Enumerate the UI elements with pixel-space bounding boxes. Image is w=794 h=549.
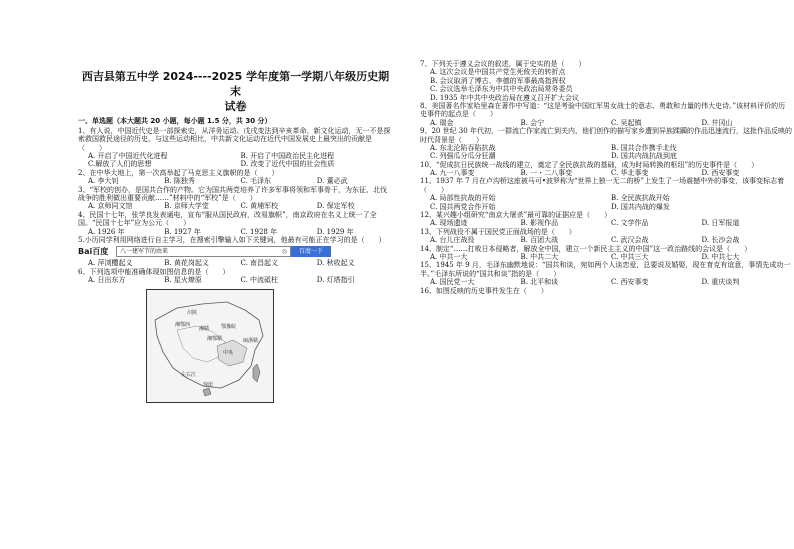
answer-option: A. 开启了中国近代化进程 (88, 152, 168, 161)
exam-title-line1: 西吉县第五中学 2024----2025 学年度第一学期八年级历史期末 (81, 70, 390, 98)
question-stem: 15、1945 年 9 月，毛泽东幽默地说：“国共和谈，宛如两个人谈恋爱，总要说及婚娶，现在育克有谊意，事情先成功一半。”毛泽东所说的“国共和谈”指的是（ ） (420, 261, 791, 278)
question-stem: 16、如图反映的历史事件发生在（ ） (420, 286, 548, 295)
map-label: 鄂豫皖 (221, 323, 237, 330)
question-item (420, 211, 792, 228)
answer-option: C. 中流砥柱 (240, 276, 279, 285)
answer-options (78, 276, 393, 284)
question-item (420, 228, 792, 245)
question-item (420, 245, 792, 262)
answer-option: C. 南昌起义 (240, 259, 279, 268)
answer-option: B. 全民族抗战开始 (611, 194, 670, 203)
answer-option: A. 局部性抗战的开始 (430, 194, 496, 203)
question-item (420, 102, 792, 127)
answer-options (420, 194, 792, 211)
question-item (78, 236, 393, 268)
question-item (420, 60, 792, 102)
answer-option: B. 黄花岗起义 (164, 259, 209, 268)
answer-option: D. 1929 年 (316, 227, 354, 236)
answer-option: D. 重庆谈判 (701, 278, 740, 287)
answer-option: A. 现场遗迹 (430, 219, 468, 228)
question-item (78, 268, 393, 285)
question-item (420, 161, 792, 178)
answer-option: D. 国共内战的爆发 (611, 202, 670, 211)
exam-title-line2: 试卷 (224, 99, 247, 113)
answer-option: B. 星火燎原 (164, 276, 202, 285)
question-stem: 3、“军校的创办，是国共合作的产物。它为国共两党培养了许多军事将领和军事骨干，为东征、北伐战争的胜利做出重要贡献……”材料中的“军校”是（ ） (78, 185, 388, 203)
answer-option: D. 日军报道 (701, 219, 740, 228)
map-label: 川陕 (187, 309, 198, 316)
answer-options (78, 259, 393, 267)
answer-option: B. 国共合作携手北伐 (611, 143, 677, 152)
question-stem: 13、下列战役不属于国民党正面战场的是（ ） (420, 227, 576, 236)
answer-option: D. 中共七大 (701, 252, 740, 261)
map-label: 湘赣 (199, 325, 210, 332)
answer-option: A. 台儿庄战役 (430, 236, 475, 245)
right-column (420, 60, 792, 295)
answer-option: A. 九一八事变 (430, 169, 475, 178)
baidu-logo: Bai百度 (78, 247, 109, 257)
answer-option: A. 国民党一大 (430, 278, 475, 287)
answer-option: A. 萍浏醴起义 (88, 259, 133, 268)
answer-option: D. 灯塔指引 (316, 276, 355, 285)
exam-title (78, 70, 393, 115)
map-label: 湘鄂赣 (207, 335, 223, 342)
answer-option: B. 北平和谈 (520, 278, 559, 287)
question-item (78, 211, 393, 236)
answer-option: A. 瑞金 (430, 118, 454, 127)
answer-option: A. 李大钊 (88, 177, 119, 186)
answer-option: C. 华北事变 (611, 169, 649, 178)
answer-options (420, 278, 792, 286)
answer-option: B. 百团大战 (520, 236, 559, 245)
answer-option: A. 1926 年 (88, 227, 125, 236)
question-stem: 9、20 世纪 30 年代初，一群流亡作家流亡到关内，他们创作的描写家乡遭到异族蹂躏的作品迅速流行，这批作品反映的时代背景是（ ） (420, 127, 792, 144)
answer-option: A. 日出东方 (88, 276, 126, 285)
map-label: 琼崖 (203, 381, 214, 388)
answer-option: D. 国共内战抗战到底 (611, 152, 677, 161)
answer-option: C. 1928 年 (240, 227, 278, 236)
question-stem: 6、下列选项中能准确体现如图信息的是（ ） (78, 267, 230, 276)
question-stem: 14、制定“……打败日本侵略者，解放全中国，建立一个新民主主义的中国”这一政治路线的会议是（ ） (420, 244, 752, 253)
question-item (420, 127, 792, 161)
left-column (78, 60, 393, 403)
answer-option: C. 会议选举毛泽东为中共中央政治局常务委员 (430, 85, 573, 94)
question-item (78, 186, 393, 211)
answer-option: B. 1927 年 (164, 227, 201, 236)
question-item (420, 261, 792, 286)
answer-option: B. 会议取消了博古、李德的军事最高指挥权 (430, 76, 566, 85)
map-label: 中央 (223, 349, 234, 356)
answer-option: C. 吴起镇 (611, 118, 642, 127)
answer-option: A. 中共一大 (430, 252, 468, 261)
map-label: 左右江 (181, 371, 197, 378)
answer-option: D. 改变了近代中国的社会性质 (240, 160, 335, 169)
baidu-search-figure (78, 246, 393, 257)
question-item (420, 177, 792, 211)
section-heading: 一、单选题（本大题共 20 小题，每小题 1.5 分，共 30 分） (78, 116, 272, 125)
answer-option: B. 开启了中国政治民主化进程 (240, 152, 335, 161)
question-item (420, 287, 792, 295)
answer-option: D. 1935 年中共中央政治局在遵义召开扩大会议 (430, 93, 579, 102)
answer-options (420, 119, 792, 127)
answer-option: D. 长沙会战 (701, 236, 740, 245)
answer-option: B. 陈独秀 (164, 177, 195, 186)
answer-option: B. 影视作品 (520, 219, 559, 228)
question-stem: 4、民国十七年，张学良发表通电，宣布“服从国民政府，改易旗帜”，南京政府在名义上统一了全国。“民国十七年”应为公元（ ） (78, 210, 377, 228)
answer-option: C. 黄埔军校 (240, 202, 279, 211)
camera-icon: ◎ (281, 248, 287, 256)
answer-option: B. 一・二八事变 (520, 169, 573, 178)
answer-options (78, 177, 393, 185)
answer-option: C. 武汉会战 (611, 236, 649, 245)
search-query-box (116, 246, 291, 257)
question-stem: 11、1937 年 7 月在卢沟桥这座被马可•波罗称为“世界上独一无二的桥”上发生了一场震撼中外的事变，该事变标志着（ ） (420, 177, 785, 194)
question-item (78, 127, 393, 169)
question-stem: 5.小历同学利用网络进行自主学习，在搜索引擎输入如下关键词，他最有可能正在学习的是（ ） (78, 236, 386, 244)
answer-options (420, 68, 792, 102)
question-stem: 7、下列关于遵义会议的叙述，属于史实的是（ ） (420, 60, 586, 68)
right-questions (420, 60, 792, 295)
answer-option: D. 西安事变 (701, 169, 740, 178)
answer-option: C. 列强瓜分瓜分狂潮 (430, 152, 496, 161)
question-stem: 2、在中华大地上，第一次高举起了马克思主义旗帜的是（ ） (78, 168, 279, 177)
answer-option: D. 保定军校 (316, 202, 355, 211)
answer-options (420, 236, 792, 244)
question-stem: 8、美国著名作家哈里森在著作中写道：“这是考验中国红军男女战士的意志、勇敢和力量的伟大史诗。”该材料评价的历史事件的起点是（ ） (420, 101, 786, 119)
answer-option: D. 秋收起义 (316, 259, 355, 268)
search-query-text: 八一建军节的由来 (120, 248, 169, 256)
question-stem: 1、有人说，中国近代史是一部探索史，从洋务运动、戊戌变法到辛亥革命、新文化运动，无一不是探索救国救民途径的历史。与这些运动相比，中共新文化运动在近代中国发展史上最突出的贡献是（ ） (78, 126, 391, 152)
answer-option: B. 中共二大 (520, 252, 559, 261)
question-stem: 10、“促成抗日民族统一战线的建立，奠定了全民族抗战的基础，成为时局转换的枢纽”的历史事件是（ ） (420, 160, 759, 169)
answer-options (78, 202, 393, 210)
answer-option: A. 东北沦陷吞陷抗战 (430, 143, 496, 152)
answer-option: D. 井冈山 (701, 118, 733, 127)
answer-options (420, 144, 792, 161)
search-button: 百度一下 (291, 246, 331, 257)
answer-option: C. 西安事变 (611, 278, 649, 287)
left-questions (78, 127, 393, 403)
answer-option: A. 这次会议是中国共产党生死攸关的转折点 (430, 68, 566, 77)
question-item (78, 169, 393, 186)
question-stem: 12、某兴趣小组研究“南京大屠杀”最可靠的证据应是（ ） (420, 211, 612, 220)
answer-options (78, 152, 393, 169)
revolutionary-bases-map (146, 289, 274, 403)
map-label: 闽浙赣 (243, 337, 259, 344)
answer-option: C.解放了人们的思想 (88, 160, 152, 169)
answer-option: B. 京师大学堂 (164, 202, 209, 211)
map-label: 湘鄂西 (175, 321, 191, 328)
answer-option: C. 中共三大 (611, 252, 649, 261)
answer-option: C. 毛泽东 (240, 177, 272, 186)
answer-options (78, 228, 393, 236)
answer-option: D. 董必武 (316, 177, 348, 186)
answer-options (420, 219, 792, 227)
answer-option: C. 国共两党合作开始 (430, 202, 496, 211)
answer-option: C. 文学作品 (611, 219, 649, 228)
answer-option: B. 会宁 (520, 118, 545, 127)
answer-option: A. 京师同文馆 (88, 202, 133, 211)
